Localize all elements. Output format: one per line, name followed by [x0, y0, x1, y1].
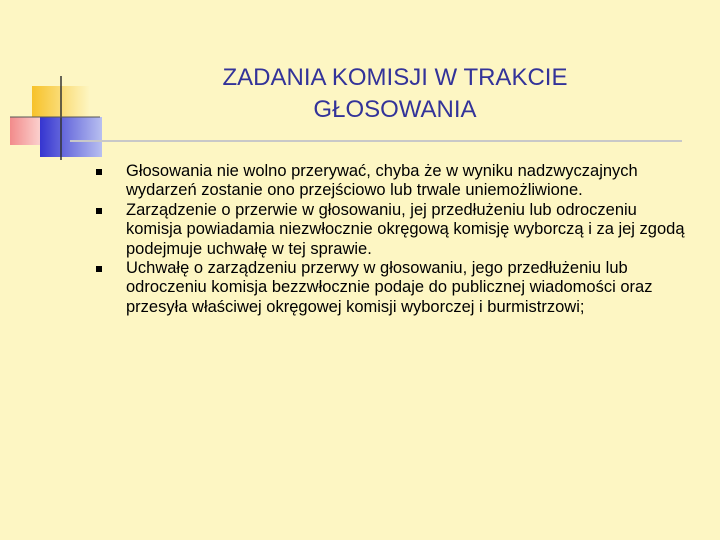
bullet-text: Uchwałę o zarządzeniu przerwy w głosowaniu, jego przedłużeniu lub odroczeniu komisja bezzwłocznie podaje do publicznej wiadomości oraz przesyła właściwej okręgowej komisji wyborczej i burmistrzowi; [126, 259, 653, 316]
bullet-list [96, 162, 696, 317]
slide-title [150, 62, 640, 126]
square-bullet-icon [96, 208, 102, 214]
title-line-1: ZADANIA KOMISJI W TRAKCIE [222, 64, 568, 91]
bullet-text: Zarządzenie o przerwie w głosowaniu, jej przedłużeniu lub odroczeniu komisja powiadamia niezwłocznie okręgową komisję wyborczą i za jej zgodą podejmuje uchwałę w tej sprawie. [126, 200, 685, 258]
square-bullet-icon [96, 266, 102, 272]
square-bullet-icon [96, 169, 102, 175]
title-line-2: GŁOSOWANIA [313, 96, 477, 123]
bullet-text: Głosowania nie wolno przerywać, chyba że w wyniku nadzwyczajnych wydarzeń zostanie ono przejściowo lub trwale uniemożliwione. [126, 162, 638, 200]
bullet-item [96, 162, 696, 201]
bullet-item [96, 201, 696, 259]
blue-square [40, 117, 102, 157]
title-divider [70, 140, 682, 142]
bullet-item [96, 259, 696, 317]
decorative-squares [0, 0, 110, 170]
